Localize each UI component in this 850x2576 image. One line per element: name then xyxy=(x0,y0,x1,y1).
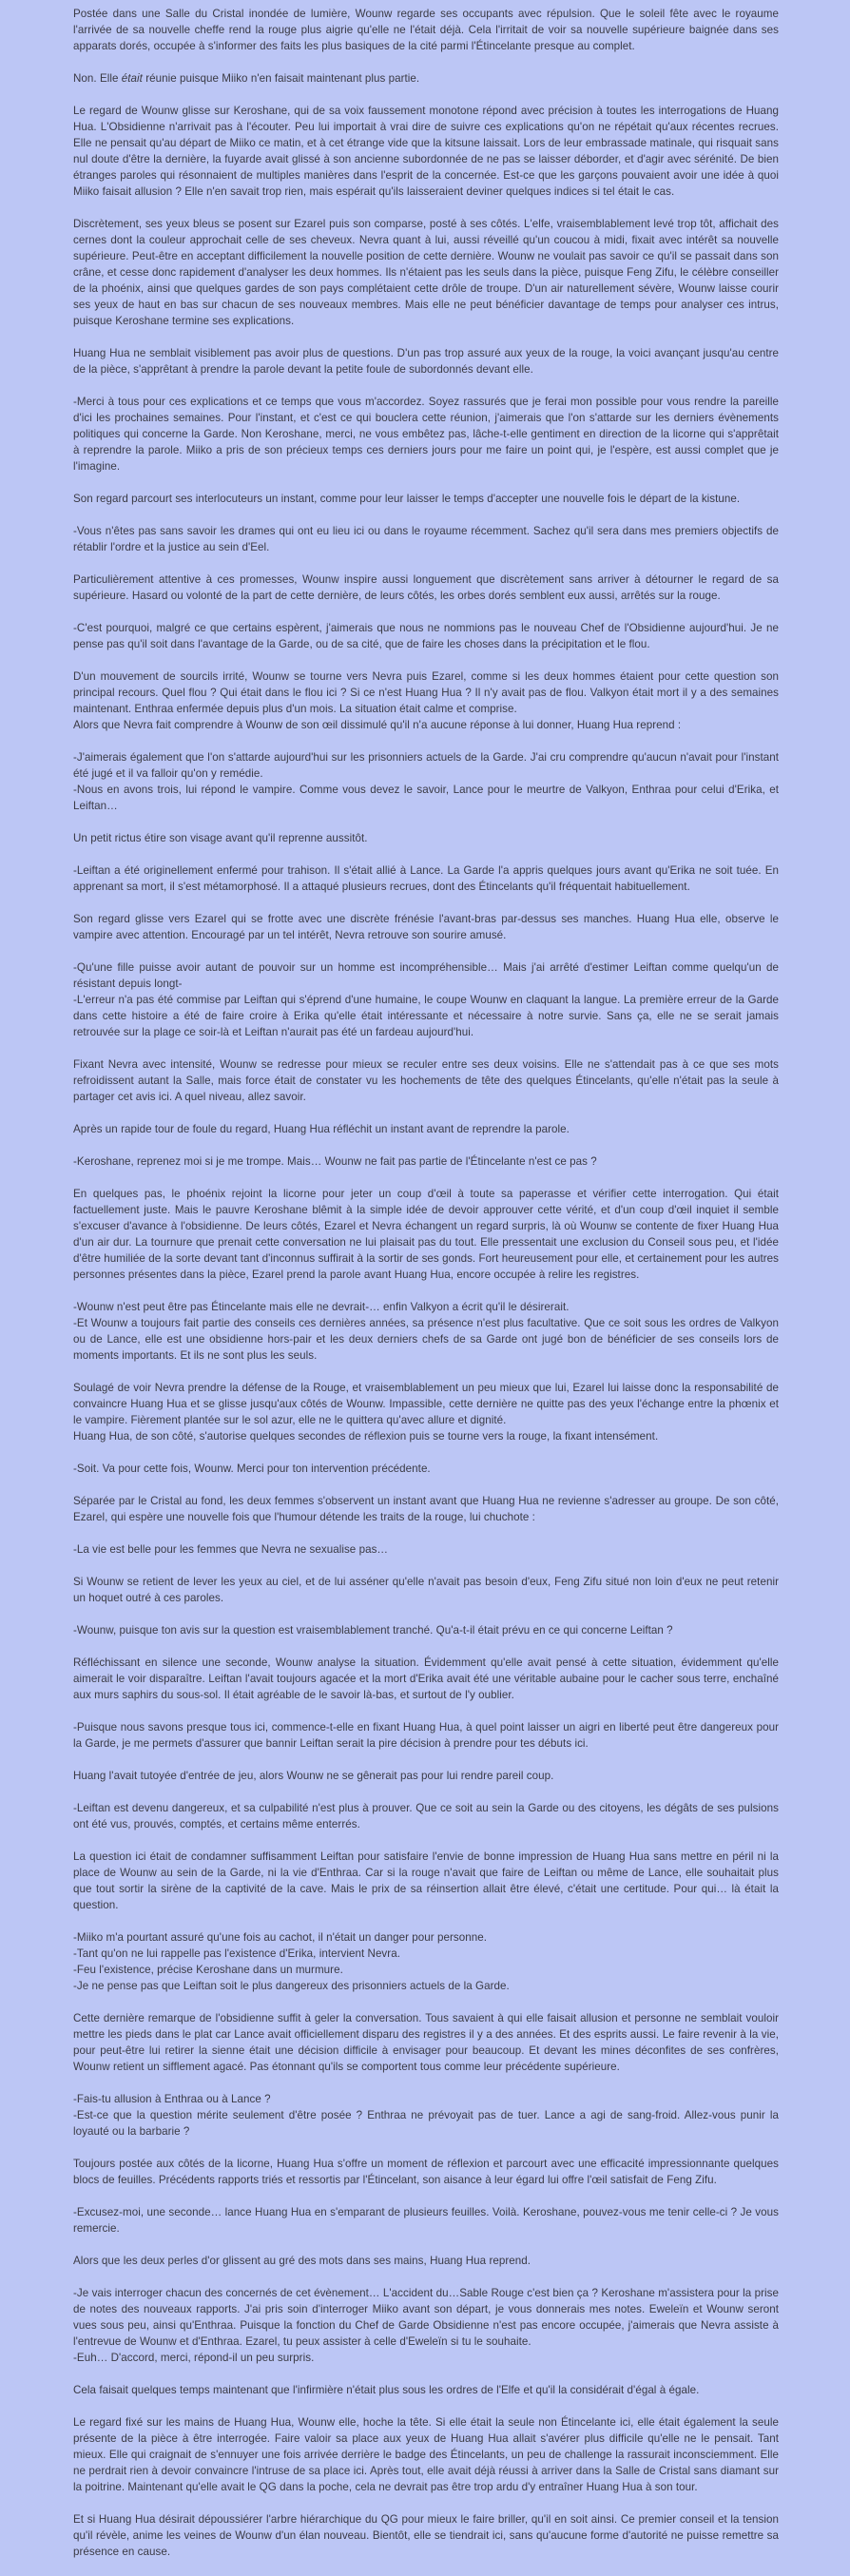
text-line: Cela faisait quelques temps maintenant que l'infirmière n'était plus sous les ordres de l'Elfe et qu'il la considérait d'égal à égale. xyxy=(73,2384,700,2396)
text-line: Réfléchissant en silence une seconde, Wounw analyse la situation. Évidemment qu'elle avait pensé à cette situation, évidemment qu'elle aimerait le voir disparaître. Leiftan l'avait toujours agacée et la mort d'Erika avait été une véritable aubaine pour le cacher sous terre, enchaîné aux murs saphirs du sous-sol. Il était agréable de le savoir là-bas, et surtout de l'y oublier. xyxy=(73,1656,779,1701)
text-line: Son regard parcourt ses interlocuteurs un instant, comme pour leur laisser le temps d'accepter une nouvelle fois le départ de la kistune. xyxy=(73,493,741,505)
text-line: Toujours postée aux côtés de la licorne, Huang Hua s'offre un moment de réflexion et parcourt avec une efficacité impressionnante quelques blocs de feuilles. Précédents rapports triés et ressortis par l'Étincelant, son aisance à leur égard lui offre l'œil satisfait de Feng Zifu. xyxy=(73,2158,779,2186)
paragraph xyxy=(73,1655,779,1703)
paragraph xyxy=(73,1929,779,1994)
paragraph xyxy=(73,345,779,378)
paragraph xyxy=(73,1541,779,1558)
text-line: Soulagé de voir Nevra prendre la défense de la Rouge, et vraisemblablement un peu mieux que lui, Ezarel lui laisse donc la responsabilité de convaincre Huang Hua et se glisse jusqu'aux côtés de Wounw. Impassible, cette dernière ne quitte pas des yeux l'échange entre la phœnix et le vampire. Fièrement plantée sur le sol azur, elle ne le quittera qu'avec allure et dignité. xyxy=(73,1382,779,1426)
paragraph xyxy=(73,2010,779,2075)
text-line: Alors que les deux perles d'or glissent au gré des mots dans ses mains, Huang Hua reprend. xyxy=(73,2255,531,2267)
paragraph xyxy=(73,749,779,814)
paragraph xyxy=(73,1574,779,1606)
text-line: D'un mouvement de sourcils irrité, Wounw se tourne vers Nevra puis Ezarel, comme si les deux hommes étaient pour cette question son principal recours. Quel flou ? Qui était dans le flou ici ? Si ce n'est Huang Hua ? Il n'y avait pas de flou. Valkyon était mort il y a des semaines maintenant. Enthraa enfermée depuis plus d'un mois. La situation était calme et comprise. xyxy=(73,670,779,715)
paragraph xyxy=(73,1719,779,1752)
paragraph xyxy=(73,216,779,329)
paragraph xyxy=(73,491,779,507)
text-line: Non. Elle xyxy=(73,72,122,85)
text-line: Alors que Nevra fait comprendre à Wounw de son œil dissimulé qu'il n'a aucune réponse à lui donner, Huang Hua reprend : xyxy=(73,719,682,731)
paragraph xyxy=(73,1299,779,1364)
paragraph xyxy=(73,2204,779,2237)
paragraph xyxy=(73,1800,779,1832)
text-line: -Leiftan a été originellement enfermé pour trahison. Il s'était allié à Lance. La Garde l'a appris quelques jours avant qu'Erika ne soit tuée. En apprenant sa mort, il s'est métamorphosé. Il a attaqué plusieurs recrues, dont des Étincelants qu'il fréquentait habituellement. xyxy=(73,864,779,893)
paragraph xyxy=(73,620,779,652)
text-line: -Merci à tous pour ces explications et ce temps que vous m'accordez. Soyez rassurés que je ferai mon possible pour vous rendre la pareille d'ici les prochaines semaines. Pour l'instant, et c'est ce qui bouclera cette réunion, j'aimerais que l'on s'attarde sur les derniers évènements politiques qui concerne la Garde. Non Keroshane, merci, ne vous embêtez pas, lâche-t-elle gentiment en direction de la licorne qui s'apprêtait à reprendre la parole. Miiko a pris de son précieux temps ces derniers jours pour me faire un point qui, je l'espère, est aussi complet que je l'imagine. xyxy=(73,396,779,473)
paragraph xyxy=(73,2156,779,2188)
text-line: -Vous n'êtes pas sans savoir les drames qui ont eu lieu ici ou dans le royaume récemment. Sachez qu'il sera dans mes premiers objectifs de rétablir l'ordre et la justice au sein d'Eel. xyxy=(73,525,779,553)
paragraph xyxy=(73,2285,779,2366)
text-line: -L'erreur n'a pas été commise par Leiftan qui s'éprend d'une humaine, le coupe Wounw en claquant la langue. La première erreur de la Garde dans cette histoire a été de faire croire à Erika qu'elle était intéressante et nécessaire à notre survie. Sans ça, elle ne se serait jamais retrouvée sur la plage ce soir-là et Leiftan n'aurait pas été un fardeau aujourd'hui. xyxy=(73,994,779,1038)
text-line: Si Wounw se retient de lever les yeux au ciel, et de lui asséner qu'elle n'avait pas besoin d'eux, Feng Zifu situé non loin d'eux ne peut retenir un hoquet outré à ces paroles. xyxy=(73,1576,779,1604)
text-line: -Puisque nous savons presque tous ici, commence-t-elle en fixant Huang Hua, à quel point laisser un aigri en liberté peut être dangereux pour la Garde, je me permets d'assurer que bannir Leiftan serait la pire décision à prendre pour tes débuts ici. xyxy=(73,1721,779,1750)
paragraph xyxy=(73,1493,779,1525)
text-line: -Est-ce que la question mérite seulement d'être posée ? Enthraa ne prévoyait pas de tuer. Lance a agi de sang-froid. Allez-vous punir la loyauté ou la barbarie ? xyxy=(73,2109,779,2138)
text-line: -Feu l'existence, précise Keroshane dans un murmure. xyxy=(73,1964,343,1976)
text-line: Son regard glisse vers Ezarel qui se frotte avec une discrète frénésie l'avant-bras par-dessus ses manches. Huang Hua elle, observe le vampire avec attention. Encouragé par un tel intérêt, Nevra retrouve son sourire amusé. xyxy=(73,913,779,941)
text-line: -Je ne pense pas que Leiftan soit le plus dangereux des prisonniers actuels de la Garde. xyxy=(73,1980,510,1992)
text-line: -Nous en avons trois, lui répond le vampire. Comme vous devez le savoir, Lance pour le meurtre de Valkyon, Enthraa pour celui d'Erika, et Leiftan… xyxy=(73,784,779,812)
paragraph xyxy=(73,1461,779,1477)
paragraph xyxy=(73,2382,779,2398)
emphasized-text: était xyxy=(121,72,143,85)
paragraph xyxy=(73,668,779,733)
text-line: Discrètement, ses yeux bleus se posent sur Ezarel puis son comparse, posté à ses côtés. L'elfe, vraisemblablement levé trop tôt, affichait des cernes dont la couleur approchait celle de ses cheveux. Nevra quant à lui, aussi réveillé qu'un coucou à midi, fixait avec intérêt sa nouvelle supérieure. Peut-être en acceptant difficilement la nouvelle position de cette dernière. Wounw ne voulait pas savoir ce qu'il se passait dans son crâne, et cesse donc rapidement d'analyser les deux hommes. Ils n'étaient pas les seuls dans la pièce, puisque Feng Zifu, le célèbre conseiller de la phoénix, ainsi que quelques gardes de son pays complétaient cette drôle de troupe. D'un air naturellement sévère, Wounw laisse courir ses yeux de haut en bas sur chacun de ses nouveaux membres. Mais elle ne peut bénéficier davantage de temps pour analyser ces intrus, puisque Keroshane termine ses explications. xyxy=(73,218,779,327)
paragraph xyxy=(73,1768,779,1784)
paragraph xyxy=(73,2414,779,2495)
paragraph xyxy=(73,1622,779,1638)
text-line: Cette dernière remarque de l'obsidienne suffit à geler la conversation. Tous savaient à qui elle faisait allusion et personne ne semblait vouloir mettre les pieds dans le plat car Lance avait officiellement disparu des registres il y a des années. Et des esprits aussi. Le faire revenir à la vie, pour peut-être lui retirer la sienne était une décision difficile à envisager pour beaucoup. Et devant les mines déconfites de ses confrères, Wounw retient un sifflement agacé. Pas étonnant qu'ils se comportent tous comme leur précédente supérieure. xyxy=(73,2012,779,2073)
paragraph xyxy=(73,2091,779,2140)
text-line: -Miiko m'a pourtant assuré qu'une fois au cachot, il n'était un danger pour personne. xyxy=(73,1931,487,1944)
text-line: -C'est pourquoi, malgré ce que certains espèrent, j'aimerais que nous ne nommions pas le nouveau Chef de l'Obsidienne aujourd'hui. Je ne pense pas qu'il soit dans l'avantage de la Garde, ou de sa cité, que de faire les choses dans la précipitation et le flou. xyxy=(73,622,779,650)
text-line: -Excusez-moi, une seconde… lance Huang Hua en s'emparant de plusieurs feuilles. Voilà. Keroshane, pouvez-vous me tenir celle-ci ? Je vous remercie. xyxy=(73,2206,779,2235)
paragraph xyxy=(73,1153,779,1170)
text-line: -Tant qu'on ne lui rappelle pas l'existence d'Erika, intervient Nevra. xyxy=(73,1947,400,1960)
paragraph xyxy=(73,1186,779,1283)
text-line: Huang l'avait tutoyée d'entrée de jeu, alors Wounw ne se gênerait pas pour lui rendre pareil coup. xyxy=(73,1770,554,1782)
paragraph xyxy=(73,394,779,475)
text-line: Fixant Nevra avec intensité, Wounw se redresse pour mieux se reculer entre ses deux voisins. Elle ne s'attendait pas à ce que ses mots refroidissent autant la Salle, mais force était de constater vu les hochements de tête des quelques Étincelants, qu'elle n'était pas la seule à partager cet avis ici. A quel niveau, allez savoir. xyxy=(73,1058,779,1103)
text-line: -J'aimerais également que l'on s'attarde aujourd'hui sur les prisonniers actuels de la Garde. J'ai cru comprendre qu'aucun n'avait pour l'instant été jugé et il va falloir qu'on y remédie. xyxy=(73,751,779,780)
text-line: -Je vais interroger chacun des concernés de cet évènement… L'accident du…Sable Rouge c'est bien ça ? Keroshane m'assistera pour la prise de notes des nouveaux rapports. J'ai pris soin d'interroger Miiko avant son départ, je vous donnerais mes notes. Eweleïn et Wounw seront vues sous peu, ainsi qu'Enthraa. Puisque la fonction du Chef de Garde Obsidienne n'est pas encore occupée, j'aimerais que Nevra assiste à l'entrevue de Wounw et d'Enthraa. Ezarel, tu peux assister à celle d'Eweleïn si tu le souhaite. xyxy=(73,2287,779,2348)
paragraph xyxy=(73,6,779,54)
text-line: -Et Wounw a toujours fait partie des conseils ces dernières années, sa présence n'est plus facultative. Que ce soit sous les ordres de Valkyon ou de Lance, elle est une obsidienne hors-pair et les deux derniers chefs de sa Garde ont jugé bon de bénéficier de ses conseils lors de moments importants. Et ils ne sont plus les seuls. xyxy=(73,1317,779,1362)
paragraph xyxy=(73,1056,779,1105)
paragraph xyxy=(73,70,779,87)
text-line: Le regard de Wounw glisse sur Keroshane, qui de sa voix faussement monotone répond avec précision à toutes les interrogations de Huang Hua. L'Obsidienne n'arrivait pas à l'écouter. Peu lui importait à vrai dire de suivre ces explications qu'on ne répétait qu'aux récentes recrues. Elle ne pensait qu'au départ de Miiko ce matin, et à cet étrange vide que la kitsune laissait. Lors de leur embrassade matinale, qui risquait sans nul doute d'être la dernière, la fuyarde avait glissé à son ancienne subordonnée de ne pas se laisser déborder, et d'agir avec sérénité. De bien étranges paroles qui résonnaient de multiples manières dans l'esprit de la concernée. Est-ce que les garçons pouvaient avoir une idée à quoi Miiko faisait allusion ? Elle n'en savait trop rien, mais espérait qu'ils laisseraient deviner quelques indices si tel était le cas. xyxy=(73,105,779,198)
text-line: -Fais-tu allusion à Enthraa ou à Lance ? xyxy=(73,2093,271,2105)
text-line: Particulièrement attentive à ces promesses, Wounw inspire aussi longuement que discrètement sans arriver à détourner le regard de sa supérieure. Hasard ou volonté de la part de cette dernière, de leurs côtés, les orbes dorés semblent eux aussi, arrêtés sur la rouge. xyxy=(73,573,779,602)
text-line: La question ici était de condamner suffisamment Leiftan pour satisfaire l'envie de bonne impression de Huang Hua sans mettre en péril ni la place de Wounw au sein de la Garde, ni la vie d'Enthraa. Car si la rouge n'avait que faire de Leiftan ou même de Lance, elle souhaitait plus que tout sortir la sirène de la captivité de la cave. Mais le prix de sa réinsertion allait être élevé, c'était une certitude. Pour qui… là était la question. xyxy=(73,1850,779,1911)
text-line: -Qu'une fille puisse avoir autant de pouvoir sur un homme est incompréhensible… Mais j'ai arrêté d'estimer Leiftan comme quelqu'un de résistant depuis longt- xyxy=(73,961,779,990)
text-line: Et si Huang Hua désirait dépoussiérer l'arbre hiérarchique du QG pour mieux le faire briller, qu'il en soit ainsi. Ce premier conseil et la tension qu'il révèle, anime les veines de Wounw d'un élan nouveau. Bientôt, elle se tiendrait ici, sans qu'aucune forme d'autorité ne puisse remettre sa présence en cause. xyxy=(73,2513,779,2558)
paragraph xyxy=(73,959,779,1040)
text-line: -Wounw n'est peut être pas Étincelante mais elle ne devrait-… enfin Valkyon a écrit qu'il le désirerait. xyxy=(73,1301,570,1313)
paragraph xyxy=(73,523,779,555)
text-line: -Soit. Va pour cette fois, Wounw. Merci pour ton intervention précédente. xyxy=(73,1462,431,1475)
paragraph xyxy=(73,911,779,943)
text-line: Huang Hua ne semblait visiblement pas avoir plus de questions. D'un pas trop assuré aux yeux de la rouge, la voici avançant jusqu'au centre de la pièce, s'apprêtant à prendre la parole devant la petite foule de subordonnés devant elle. xyxy=(73,347,779,376)
text-line: réunie puisque Miiko n'en faisait maintenant plus partie. xyxy=(142,72,420,85)
paragraph xyxy=(73,1380,779,1444)
paragraph xyxy=(73,2253,779,2269)
paragraph xyxy=(73,830,779,846)
text-line: En quelques pas, le phoénix rejoint la licorne pour jeter un coup d'œil à toute sa paperasse et vérifier cette interrogation. Qui était factuellement juste. Mais le pauvre Keroshane blêmit à la simple idée de devoir approuver cette vérité, et d'un coup d'œil inquiet il semble s'excuser d'avance à l'obsidienne. De leurs côtés, Ezarel et Nevra échangent un regard surpris, là où Wounw se contente de fixer Huang Hua d'un air dur. La tournure que prenait cette conversation ne lui plaisait pas du tout. Elle pressentait une exclusion du Conseil sous peu, et l'idée d'être humiliée de la sorte devant tant d'inconnus suffirait à la sortir de ses gonds. Fort heureusement pour elle, et certainement pour les autres personnes présentes dans la pièce, Ezarel prend la parole avant Huang Hua, encore occupée à relire les registres. xyxy=(73,1188,779,1281)
text-line: -Wounw, puisque ton avis sur la question est vraisemblablement tranché. Qu'a-t-il était prévu en ce qui concerne Leiftan ? xyxy=(73,1624,673,1637)
paragraph xyxy=(73,1849,779,1913)
text-line: Après un rapide tour de foule du regard, Huang Hua réfléchit un instant avant de reprendre la parole. xyxy=(73,1123,570,1135)
story-text xyxy=(73,6,779,2576)
text-line: -Keroshane, reprenez moi si je me trompe. Mais… Wounw ne fait pas partie de l'Étincelante n'est ce pas ? xyxy=(73,1155,597,1168)
paragraph xyxy=(73,1121,779,1137)
text-line: Un petit rictus étire son visage avant qu'il reprenne aussitôt. xyxy=(73,832,368,844)
text-line: Huang Hua, de son côté, s'autorise quelques secondes de réflexion puis se tourne vers la rouge, la fixant intensément. xyxy=(73,1430,659,1443)
paragraph xyxy=(73,862,779,895)
text-line: -La vie est belle pour les femmes que Nevra ne sexualise pas… xyxy=(73,1543,389,1556)
text-line: -Leiftan est devenu dangereux, et sa culpabilité n'est plus à prouver. Que ce soit au sein la Garde ou des citoyens, les dégâts de ses pulsions ont été vus, prouvés, comptés, et certains même enterrés. xyxy=(73,1802,779,1830)
paragraph xyxy=(73,571,779,604)
text-line: Le regard fixé sur les mains de Huang Hua, Wounw elle, hoche la tête. Si elle était la seule non Étincelante ici, elle était également la seule présente de la pièce à être interrogée. Faire valoir sa place aux yeux de Huang Hua allait s'avérer plus difficile qu'elle ne le pensait. Tant mieux. Elle qui craignait de s'ennuyer une fois arrivée derrière le badge des Étincelants, un peu de challenge la rassurait inconsciemment. Elle ne perdrait rien à devoir convaincre l'intruse de sa place ici. Après tout, elle avait déjà réussi à arriver dans la Salle de Cristal sans diamant sur la poitrine. Maintenant qu'elle avait le QG dans la poche, cela ne devrait pas être trop ardu d'y entraîner Huang Hua à son tour. xyxy=(73,2416,779,2493)
text-line: -Euh… D'accord, merci, répond-il un peu surpris. xyxy=(73,2352,315,2364)
text-line: Séparée par le Cristal au fond, les deux femmes s'observent un instant avant que Huang Hua ne revienne s'adresser au groupe. De son côté, Ezarel, qui espère une nouvelle fois que l'humour détende les traits de la rouge, lui chuchote : xyxy=(73,1495,779,1523)
paragraph xyxy=(73,2511,779,2560)
text-line: Postée dans une Salle du Cristal inondée de lumière, Wounw regarde ses occupants avec répulsion. Que le soleil fête avec le royaume l'arrivée de sa nouvelle cheffe rend la rouge plus aigrie qu'elle ne l'était déjà. Cela l'irritait de voir sa nouvelle supérieure baignée dans ses apparats dorés, occupée à s'informer des faits les plus basiques de la cité parmi l'Étincelante presque au complet. xyxy=(73,8,779,52)
paragraph xyxy=(73,103,779,200)
